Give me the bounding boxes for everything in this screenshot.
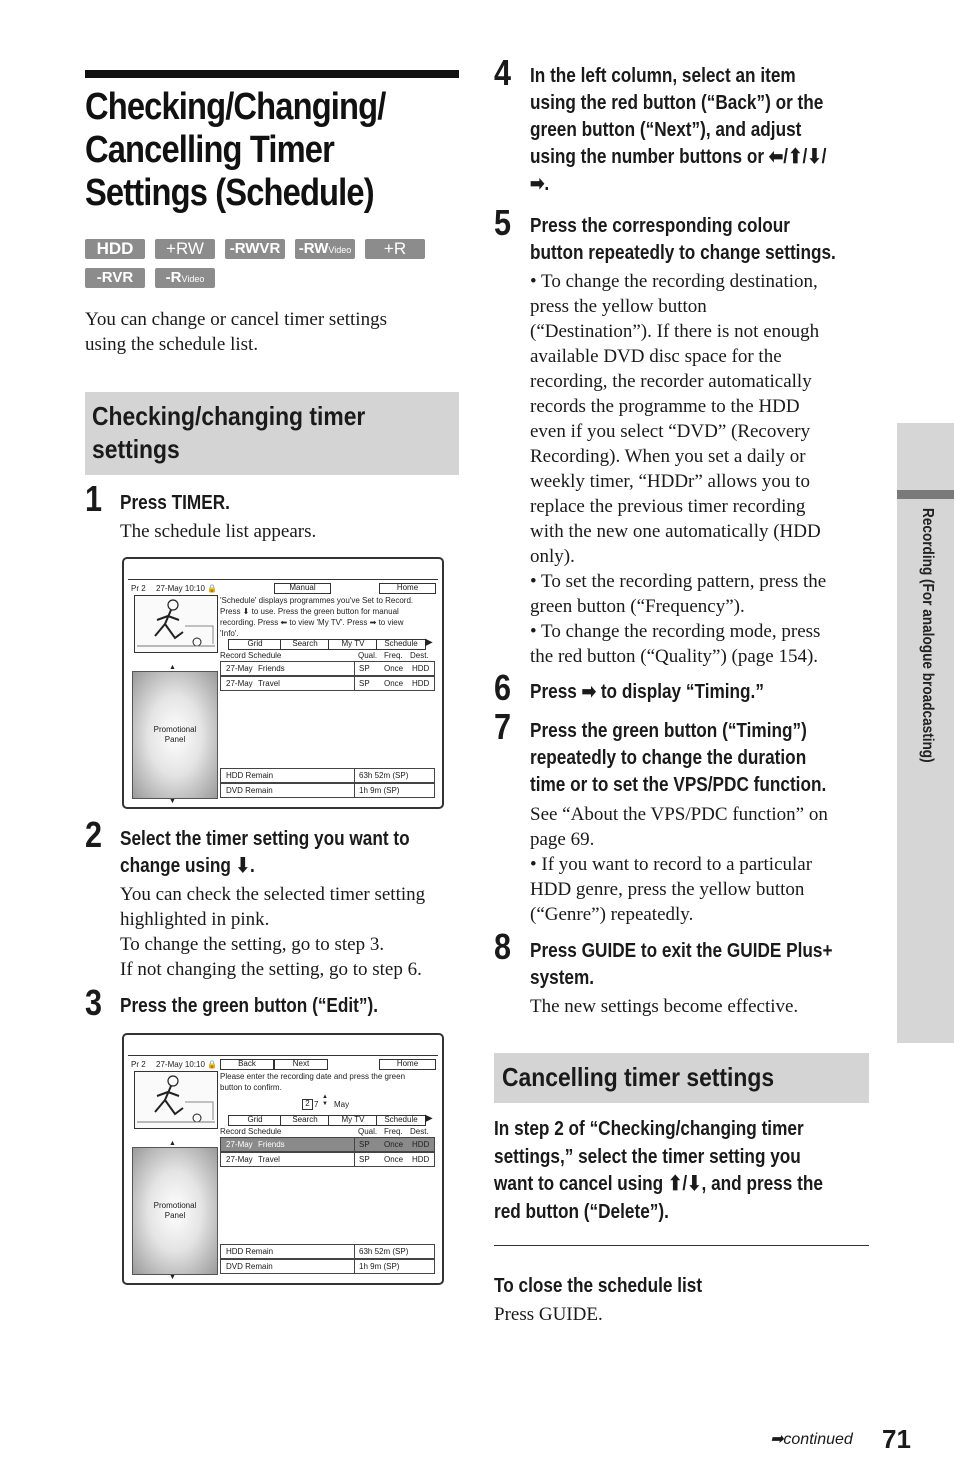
step-heading: Press the green button (“Edit”). bbox=[120, 995, 379, 1017]
manual-button[interactable]: Manual bbox=[274, 583, 331, 594]
title-line: Cancelling Timer bbox=[85, 129, 334, 171]
side-tab-label: Recording (For analogue broadcasting) bbox=[919, 508, 936, 763]
bullet-item: • If you want to record to a particular HDD genre, press the yellow button (“Genre”) repeatedly. bbox=[530, 854, 813, 925]
col-freq: Freq. bbox=[384, 651, 403, 660]
col-qual: Qual. bbox=[358, 651, 378, 660]
step-heading: Press the corresponding colour button repeatedly to change settings. bbox=[530, 215, 836, 264]
tab-my-tv[interactable]: My TV bbox=[328, 639, 378, 650]
badge-rwvr: -RWVR bbox=[225, 239, 285, 259]
channel-label: Pr 2 bbox=[131, 1060, 146, 1069]
section-header-cancelling bbox=[494, 1053, 869, 1103]
tab-schedule[interactable]: Schedule bbox=[376, 639, 426, 650]
badge-rvideo: -RVideo bbox=[155, 268, 215, 288]
screen-divider bbox=[128, 1055, 438, 1056]
tab-grid[interactable]: Grid bbox=[228, 1115, 282, 1126]
step-bullets bbox=[530, 269, 875, 669]
step-number: 3 bbox=[85, 982, 103, 1023]
title-line: Checking/Changing/ bbox=[85, 86, 386, 128]
list-header-title: Record Schedule bbox=[220, 1127, 282, 1136]
schedule-screen bbox=[122, 557, 444, 809]
step-heading: Press the green button (“Timing”) repeatedly to change the duration time or to set the VPS/PDC function. bbox=[530, 720, 827, 796]
tab-grid[interactable]: Grid bbox=[228, 639, 282, 650]
scroll-down-icon[interactable]: ▼ bbox=[169, 1274, 176, 1281]
step-number: 1 bbox=[85, 478, 103, 519]
step-number: 6 bbox=[494, 667, 512, 708]
date-day: 7 bbox=[314, 1100, 319, 1109]
step-heading: Press GUIDE to exit the GUIDE Plus+ system. bbox=[530, 940, 833, 989]
promo-label: Promotional Panel bbox=[153, 1201, 197, 1220]
continued-label: ➡continued bbox=[770, 1431, 853, 1448]
hdd-remain-row: HDD Remain 63h 52m (SP) bbox=[220, 1244, 435, 1259]
close-heading: To close the schedule list bbox=[494, 1275, 703, 1297]
col-qual: Qual. bbox=[358, 1127, 378, 1136]
cancel-instructions: In step 2 of “Checking/changing timer settings,” select the timer setting you want to cancel using ⬆/⬇, and press the red button (“Delete”). bbox=[494, 1118, 823, 1223]
col-dest: Dest. bbox=[410, 651, 429, 660]
bullet-item: • To change the recording destination, press the yellow button (“Destination”). If there is not enough available DVD disc space for the recording, the recorder automatically records the programme to the HDD even if you select “DVD” (Recovery Recording). When you set a daily or weekly timer, “HDDr” allows you to replace the previous timer recording with the new one automatically (HDD only). bbox=[530, 271, 821, 567]
promotional-panel[interactable] bbox=[132, 671, 218, 799]
next-button[interactable]: Next bbox=[274, 1059, 328, 1070]
scroll-up-icon[interactable]: ▲ bbox=[169, 664, 176, 671]
table-row-selected[interactable]: 27-May Friends SP Once HDD bbox=[220, 1137, 435, 1152]
step-number: 8 bbox=[494, 926, 512, 967]
back-button[interactable]: Back bbox=[220, 1059, 274, 1070]
step-heading: Press ➡ to display “Timing.” bbox=[530, 681, 764, 703]
bullet-item: • To set the recording pattern, press the green button (“Frequency”). bbox=[530, 571, 827, 617]
date-month: May bbox=[334, 1100, 350, 1109]
edit-screen bbox=[122, 1033, 444, 1285]
tab-search[interactable]: Search bbox=[280, 639, 330, 650]
badge-plus-rw: +RW bbox=[155, 239, 215, 259]
title-line: Settings (Schedule) bbox=[85, 172, 374, 214]
info-text: 'Schedule' displays programmes you've Set to Record. Press ⬇ to use. Press the green button for manual recording. Press ⬅ to view 'My TV'. Press ➡ to view 'Info'. bbox=[220, 596, 414, 638]
tab-search[interactable]: Search bbox=[280, 1115, 330, 1126]
tab-my-tv[interactable]: My TV bbox=[328, 1115, 378, 1126]
step-number: 7 bbox=[494, 706, 512, 747]
soccer-thumbnail bbox=[134, 595, 218, 653]
promo-label: Promotional Panel bbox=[153, 725, 197, 744]
hdd-remain-row: HDD Remain 63h 52m (SP) bbox=[220, 768, 435, 783]
step-body: The new settings become effective. bbox=[530, 996, 799, 1017]
channel-label: Pr 2 bbox=[131, 584, 146, 593]
close-body: Press GUIDE. bbox=[494, 1304, 603, 1325]
step-body: You can check the selected timer setting highlighted in pink. To change the setting, go to step 3. If not changing the setting, go to step 6. bbox=[120, 884, 426, 980]
tab-right-arrow-icon: ▶ bbox=[425, 637, 433, 648]
badge-plus-r: +R bbox=[365, 239, 425, 259]
step-number: 5 bbox=[494, 202, 512, 243]
list-header-title: Record Schedule bbox=[220, 651, 282, 660]
tab-schedule[interactable]: Schedule bbox=[376, 1115, 426, 1126]
dvd-remain-row: DVD Remain 1h 9m (SP) bbox=[220, 1259, 435, 1274]
bullet-item: • To change the recording mode, press the red button (“Quality”) (page 154). bbox=[530, 621, 821, 667]
step-body: See “About the VPS/PDC function” on page 69. bbox=[530, 804, 828, 850]
section-header-checking bbox=[85, 392, 459, 475]
step-body: The schedule list appears. bbox=[120, 521, 317, 542]
step-heading: Press TIMER. bbox=[120, 492, 230, 514]
badge-rvr: -RVR bbox=[85, 268, 145, 288]
col-dest: Dest. bbox=[410, 1127, 429, 1136]
home-button[interactable]: Home bbox=[379, 583, 436, 594]
datetime-label: 27-May 10:10 🔒 bbox=[156, 584, 218, 593]
promotional-panel[interactable] bbox=[132, 1147, 218, 1275]
scroll-up-icon[interactable]: ▲ bbox=[169, 1140, 176, 1147]
step-heading: In the left column, select an item using the red button (“Back”) or the green button (“Next”), and adjust using the number buttons or ⬅/⬆/⬇/ ➡. bbox=[530, 65, 827, 195]
divider bbox=[494, 1245, 869, 1246]
table-row[interactable]: 27-May Travel SP Once HDD bbox=[220, 1152, 435, 1167]
table-row[interactable]: 27-May Travel SP Once HDD bbox=[220, 676, 435, 691]
side-tab-marker bbox=[897, 490, 954, 499]
page-number: 71 bbox=[882, 1424, 911, 1454]
tab-right-arrow-icon: ▶ bbox=[425, 1113, 433, 1124]
datetime-label: 27-May 10:10 🔒 bbox=[156, 1060, 218, 1069]
intro-text: You can change or cancel timer settings using the schedule list. bbox=[85, 309, 387, 355]
screen-divider bbox=[128, 579, 438, 580]
soccer-thumbnail bbox=[134, 1071, 218, 1129]
step-number: 2 bbox=[85, 814, 103, 855]
info-text: Please enter the recording date and press the green button to confirm. bbox=[220, 1072, 406, 1092]
step-heading: Select the timer setting you want to change using ⬇. bbox=[120, 828, 410, 877]
badge-rwvideo: -RWVideo bbox=[295, 239, 355, 259]
scroll-down-icon[interactable]: ▼ bbox=[169, 798, 176, 805]
badge-hdd: HDD bbox=[85, 239, 145, 259]
page-title bbox=[85, 86, 385, 215]
up-down-arrows-icon: ▲ ▼ bbox=[322, 1094, 328, 1107]
col-freq: Freq. bbox=[384, 1127, 403, 1136]
title-rule bbox=[85, 70, 459, 78]
table-row[interactable]: 27-May Friends SP Once HDD bbox=[220, 661, 435, 676]
section-title: Cancelling timer settings bbox=[502, 1062, 775, 1092]
section-title: Checking/changing timer settings bbox=[92, 401, 366, 464]
date-digit-field[interactable]: 2 bbox=[302, 1099, 313, 1110]
home-button[interactable]: Home bbox=[379, 1059, 436, 1070]
step-number: 4 bbox=[494, 52, 512, 93]
dvd-remain-row: DVD Remain 1h 9m (SP) bbox=[220, 783, 435, 798]
